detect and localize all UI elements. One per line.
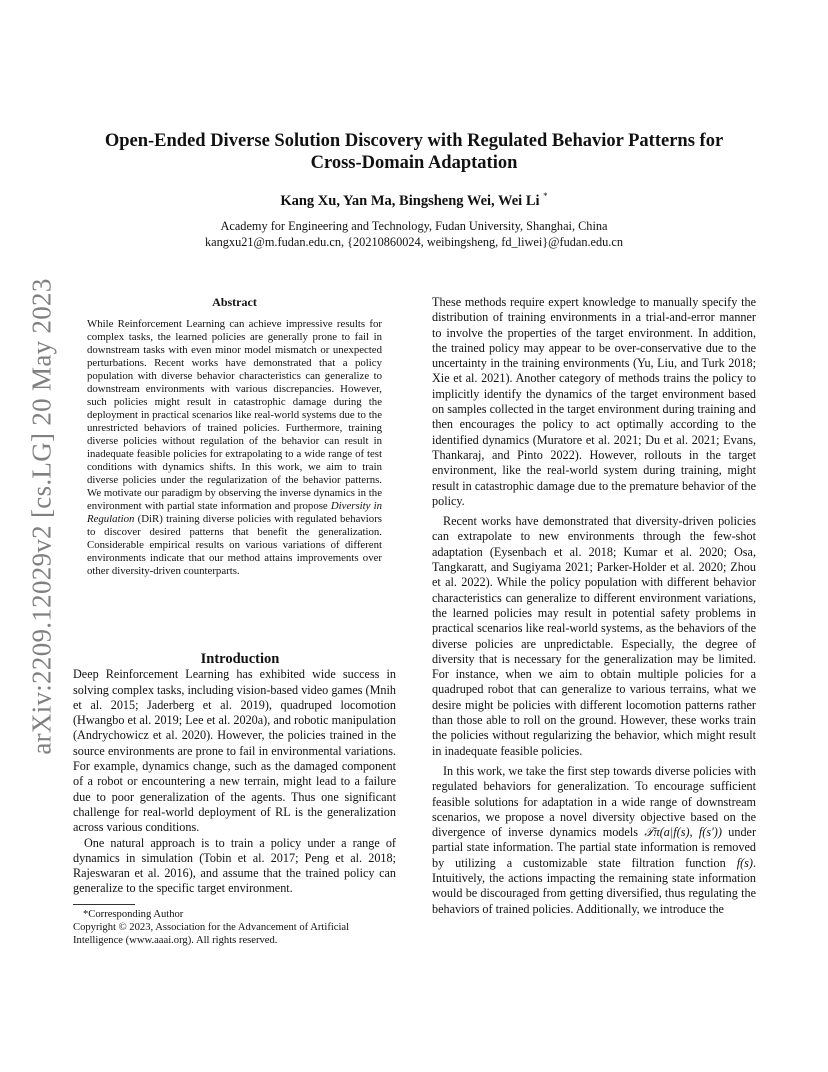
abstract-body <box>87 318 382 578</box>
abstract-heading: Abstract <box>212 295 257 309</box>
body-paragraph-3-part-a: In this work, we take the first step towards diverse policies with regulated behaviors for generalization. To encourage sufficient feasible solutions for adaptation in a wide range of downstream scenarios, we propose a novel diversity objective based on the divergence of inverse dynamics models <box>432 763 756 840</box>
right-column <box>432 295 756 917</box>
body-paragraph-2: Recent works have demonstrated that diversity-driven policies can extrapolate to new environments through the few-shot adaptation (Eysenbach et al. 2018; Kumar et al. 2020; Osa, Tangkaratt, and Sugiyama 2021; Parker-Holder et al. 2020; Zhou et al. 2022). While the policy population with different behavior characteristics can generalize to different environment variations, the learned policies may result in potential safety problems in practical scenarios like real-world systems, as the behaviors of the diverse policies are unpredictable. Especially, the degree of diversity that is necessary for the generalization may be limited. For instance, when we aim to obtain multiple policies for a quadruped robot that can generalize to various terrains, what we desire might be policies with different locomotion patterns rather than those able to roll on the ground. However, these works train the policies without regularizing the behavior, which might result in inadequate feasible policies. <box>432 514 756 758</box>
affiliation: Academy for Engineering and Technology, Fudan University, Shanghai, China <box>220 219 608 233</box>
arxiv-identifier <box>22 272 62 760</box>
title-line-2: Cross-Domain Adaptation <box>310 153 518 173</box>
affiliation-block <box>60 218 768 250</box>
introduction-paragraph-2: One natural approach is to train a policy under a range of dynamics in simulation (Tobin et al. 2017; Peng et al. 2018; Rajeswaran et al. 2016), and assume that the trained policy can generalize to the specific target environment. <box>73 835 396 896</box>
inverse-dynamics-formula: 𝒯π(a|f(s), f(s′)) <box>644 825 722 840</box>
filtration-function-formula: f(s) <box>736 855 753 870</box>
footnote-block <box>73 904 396 947</box>
copyright-notice: Copyright © 2023, Association for the Advancement of Artificial Intelligence (www.aaai.org). All rights reserved. <box>73 922 350 946</box>
paper-title <box>60 130 768 174</box>
introduction-heading: Introduction <box>200 651 280 667</box>
title-line-1: Open-Ended Diverse Solution Discovery with Regulated Behavior Patterns for <box>104 131 724 151</box>
abstract-part-1: While Reinforcement Learning can achieve impressive results for complex tasks, the learned policies are generally prone to fail in downstream tasks with even minor model mismatch or unexpected perturbations. Recent works have demonstrated that a policy population with diverse behavior characteristics can generalize to downstream environments with various discrepancies. However, such policies might result in catastrophic damage during the deployment in practical scenarios like real-world systems due to the unrestricted behaviors of trained policies. Furthermore, training diverse policies without regulation of the behavior can result in inadequate feasible policies for extrapolating to a wide range of test conditions with dynamics shifts. In this work, we aim to train diverse policies under the regularization of the behavior patterns. We motivate our paradigm by observing the inverse dynamics in the environment with partial state information and propose <box>87 318 382 512</box>
introduction-paragraph-1: Deep Reinforcement Learning has exhibited wide success in solving complex tasks, including vision-based video games (Mnih et al. 2015; Jaderberg et al. 2019), quadruped locomotion (Hwangbo et al. 2019; Lee et al. 2020a), and robotic manipulation (Andrychowicz et al. 2020). However, the policies trained in the source environments are prone to fail in environmental variations. For example, dynamics change, such as the damaged component of a robot or encountering a new terrain, might lead to a failure due to poor generalization of the agents. Thus one significant challenge for real-world deployment of RL is the generalization across various conditions. <box>73 667 396 835</box>
body-paragraph-3-part-c: . Intuitively, the actions impacting the remaining state information would be discouraged from getting diversified, thus regulating the behaviors of trained policies. Additionally, we introduce the <box>432 855 756 916</box>
author-mark: * <box>543 191 548 201</box>
introduction-section <box>73 652 396 897</box>
author-names: Kang Xu, Yan Ma, Bingsheng Wei, Wei Li <box>280 192 540 209</box>
abstract-part-2: (DiR) training diverse policies with regulated behaviors to discover desired patterns that benefit the generalization. Considerable empirical results on various variations of different environments indicate that our method attains improvements over other diversity-driven counterparts. <box>87 513 382 577</box>
author-list <box>60 191 768 210</box>
body-paragraph-1: These methods require expert knowledge to manually specify the distribution of training environments in a trial-and-error manner to involve the properties of the target environment. In addition, the trained policy may appear to be over-conservative due to the uncertainty in the training environments (Yu, Liu, and Turk 2018; Xie et al. 2021). Another category of methods trains the policy to implicitly identify the dynamics of the target environment based on samples collected in the target environment during training and then encourages the policy to act optimally according to the identified dynamics (Muratore et al. 2021; Du et al. 2021; Evans, Thankaraj, and Pinto 2022). However, rollouts in the target environment, like the real-world system during training, might result in catastrophic damage due to the premature behavior of the policy. <box>432 295 756 508</box>
author-emails: kangxu21@m.fudan.edu.cn, {20210860024, weibingsheng, fd_liwei}@fudan.edu.cn <box>205 235 623 249</box>
footnote-rule <box>73 904 135 905</box>
body-paragraph-3 <box>432 764 756 917</box>
arxiv-identifier-text: arXiv:2209.12029v2 [cs.LG] 20 May 2023 <box>26 277 57 755</box>
body-paragraph-3-part-b: under partial state information. The partial state information is removed by utilizing a customizable state filtration function <box>432 825 757 870</box>
corresponding-author-note: *Corresponding Author <box>83 909 184 920</box>
abstract-method-name: Diversity in Regulation <box>87 500 382 525</box>
